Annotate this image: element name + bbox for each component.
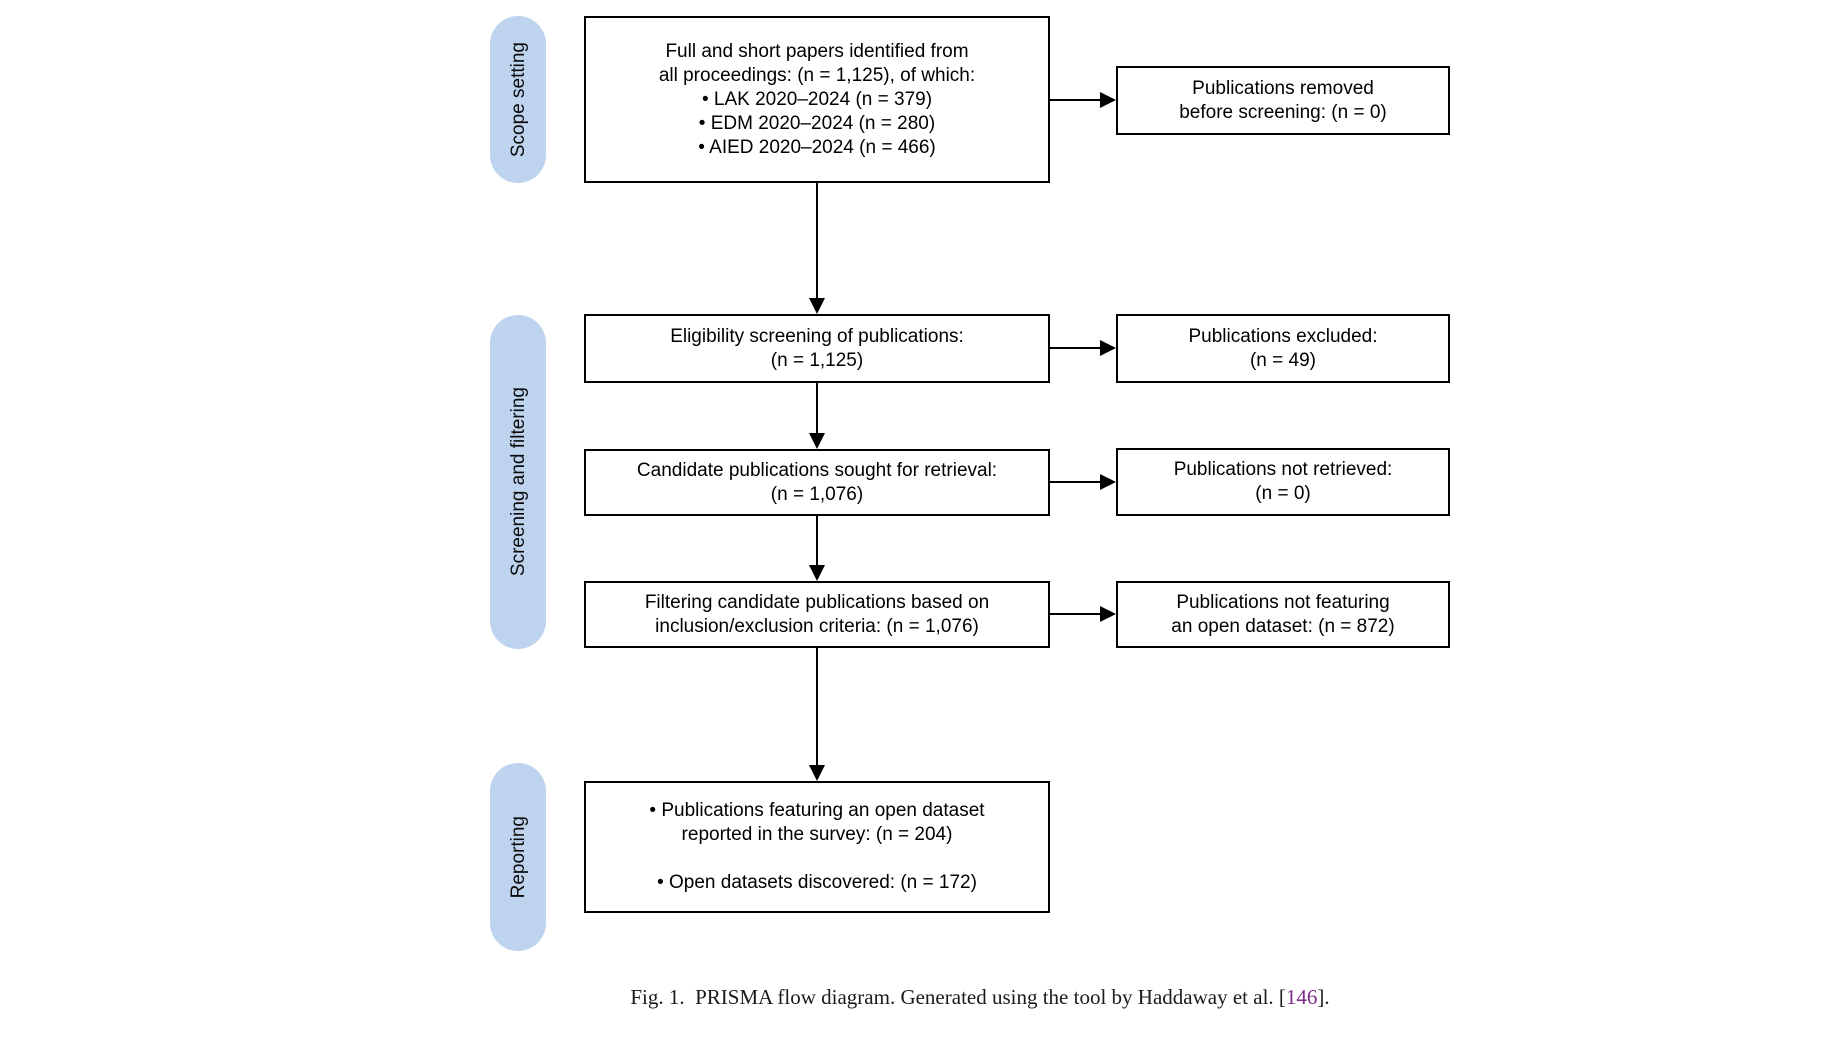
stage-pill-reporting (490, 763, 546, 951)
down-arrow-screening-to-retrieval (816, 383, 818, 433)
flow-box-retrieval (584, 449, 1050, 516)
text-line: • Publications featuring an open dataset (649, 800, 985, 821)
side-box-no-open-dataset (1116, 581, 1450, 648)
caption-text-before: Fig. 1. PRISMA flow diagram. Generated using the tool by Haddaway et al. [ (630, 985, 1286, 1009)
text-line: all proceedings: (n = 1,125), of which: (658, 64, 976, 86)
text-line: Candidate publications sought for retrieval: (636, 459, 998, 481)
text-line: Publications not featuring (1176, 591, 1390, 613)
stage-label-reporting: Reporting (507, 815, 529, 899)
text-line: (n = 49) (1249, 349, 1316, 371)
text-line: Full and short papers identified from (665, 40, 969, 62)
flow-box-filtering (584, 581, 1050, 648)
caption-text-after: ]. (1317, 985, 1330, 1009)
text-line: Eligibility screening of publications: (670, 325, 964, 347)
side-box-excluded (1116, 314, 1450, 383)
text-line: • LAK 2020–2024 (n = 379) (701, 88, 933, 110)
stage-pill-scope-setting (490, 16, 546, 183)
text-line: Publications excluded: (1188, 325, 1378, 347)
text-line: • Open datasets discovered: (n = 172) (657, 872, 977, 893)
text-line (586, 847, 1048, 871)
side-box-removed-before-screening (1116, 66, 1450, 135)
right-arrow-removed-before-screening (1049, 99, 1100, 101)
down-arrow-identification-to-screening (816, 183, 818, 298)
right-arrow-no-open-dataset (1049, 613, 1100, 615)
text-line: before screening: (n = 0) (1179, 101, 1387, 123)
right-arrow-not-retrieved (1049, 481, 1100, 483)
text-line: (n = 1,125) (770, 349, 864, 371)
stage-label-screening-filtering: Screening and filtering (507, 387, 529, 577)
flow-box-identification (584, 16, 1050, 183)
stage-label-scope-setting: Scope setting (507, 41, 529, 158)
flow-box-reporting (584, 781, 1050, 913)
text-line: Publications not retrieved: (1173, 459, 1393, 480)
text-line: (n = 0) (1255, 483, 1311, 504)
right-arrow-excluded (1049, 347, 1100, 349)
text-line: an open dataset: (n = 872) (1171, 615, 1395, 637)
down-arrow-filtering-to-reporting (816, 648, 818, 765)
text-line: • AIED 2020–2024 (n = 466) (698, 136, 936, 158)
figure-caption (500, 984, 1460, 1010)
text-line: Filtering candidate publications based on (644, 591, 990, 613)
text-line: inclusion/exclusion criteria: (n = 1,076) (655, 615, 979, 637)
text-line: • EDM 2020–2024 (n = 280) (698, 112, 936, 134)
down-arrow-retrieval-to-filtering (816, 515, 818, 565)
text-line: Publications removed (1192, 77, 1374, 99)
side-box-not-retrieved (1116, 448, 1450, 516)
stage-pill-screening-filtering (490, 315, 546, 649)
flow-box-eligibility-screening (584, 314, 1050, 383)
text-line: (n = 1,076) (770, 483, 864, 505)
text-line: reported in the survey: (n = 204) (681, 824, 953, 845)
citation-link[interactable]: 146 (1285, 985, 1318, 1009)
